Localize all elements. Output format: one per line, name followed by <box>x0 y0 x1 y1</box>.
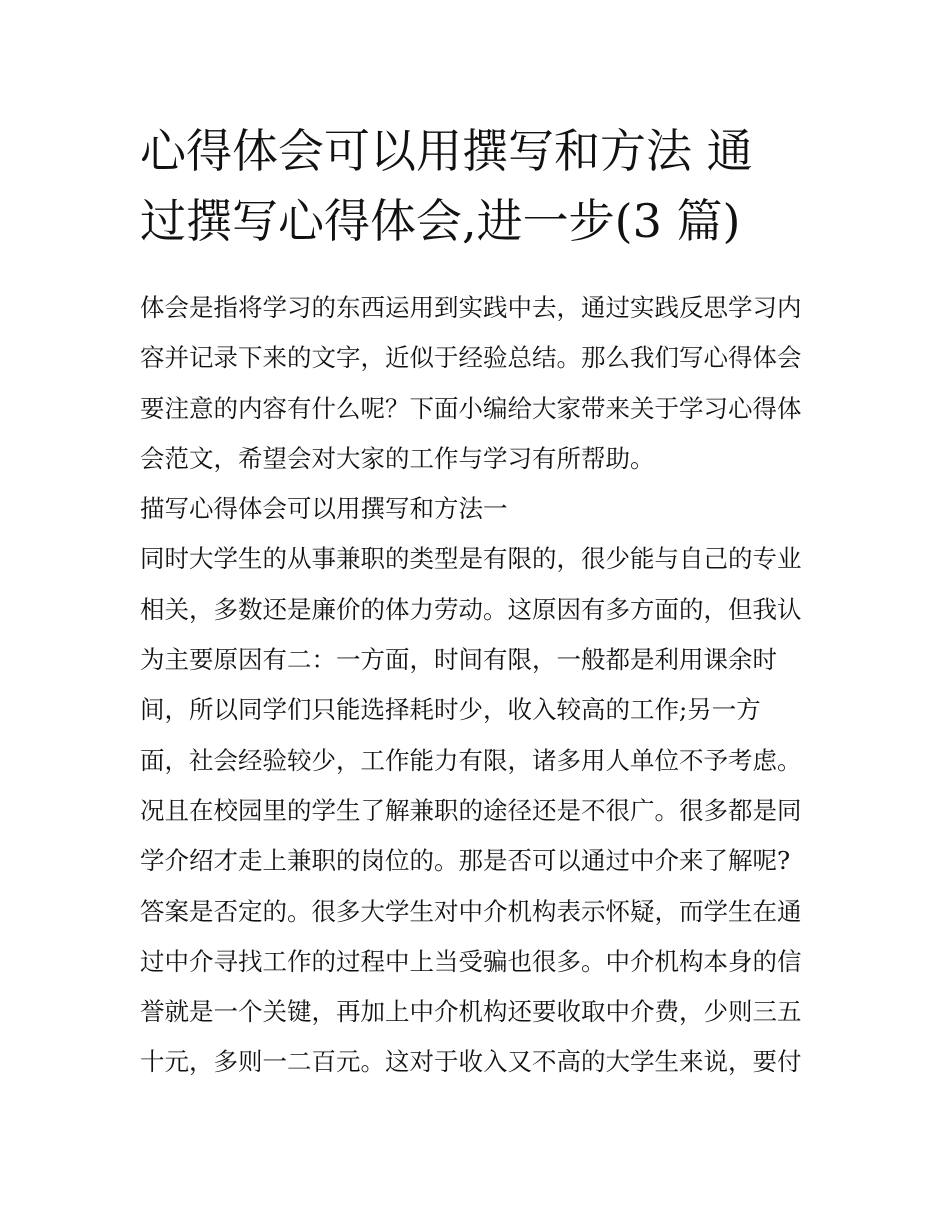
document-body <box>140 283 830 1088</box>
body-line: 间，所以同学们只能选择耗时少，收入较高的工作;另一方 <box>140 695 761 725</box>
body-line: 面，社会经验较少，工作能力有限，诸多用人单位不予考虑。 <box>140 745 802 775</box>
title-line: 心得体会可以用撰写和方法 通 <box>140 124 753 178</box>
body-line: 十元，多则一二百元。这对于收入又不高的大学生来说，要付 <box>140 1047 802 1077</box>
body-line: 同时大学生的从事兼职的类型是有限的，很少能与自己的专业 <box>140 544 802 574</box>
body-line: 况且在校园里的学生了解兼职的途径还是不很广。很多都是同 <box>140 795 802 825</box>
body-line: 相关，多数还是廉价的体力劳动。这原因有多方面的，但我认 <box>140 594 802 624</box>
body-line: 学介绍才走上兼职的岗位的。那是否可以通过中介来了解呢? <box>140 846 791 876</box>
document-title <box>140 116 820 256</box>
body-line: 答案是否定的。很多大学生对中介机构表示怀疑，而学生在通 <box>140 896 802 926</box>
body-line: 誉就是一个关键，再加上中介机构还要收取中介费，少则三五 <box>140 997 802 1027</box>
body-line: 过中介寻找工作的过程中上当受骗也很多。中介机构本身的信 <box>140 946 802 976</box>
body-line: 会范文，希望会对大家的工作与学习有所帮助。 <box>140 443 655 473</box>
body-line: 为主要原因有二：一方面，时间有限，一般都是利用课余时 <box>140 645 777 675</box>
title-line: 过撰写心得体会,进一步(3 篇) <box>140 194 741 248</box>
body-line: 容并记录下来的文字，近似于经验总结。那么我们写心得体会 <box>140 343 802 373</box>
body-line: 要注意的内容有什么呢？下面小编给大家带来关于学习心得体 <box>140 393 802 423</box>
section-heading: 描写心得体会可以用撰写和方法一 <box>140 494 508 524</box>
body-line: 体会是指将学习的东西运用到实践中去，通过实践反思学习内 <box>140 293 802 322</box>
